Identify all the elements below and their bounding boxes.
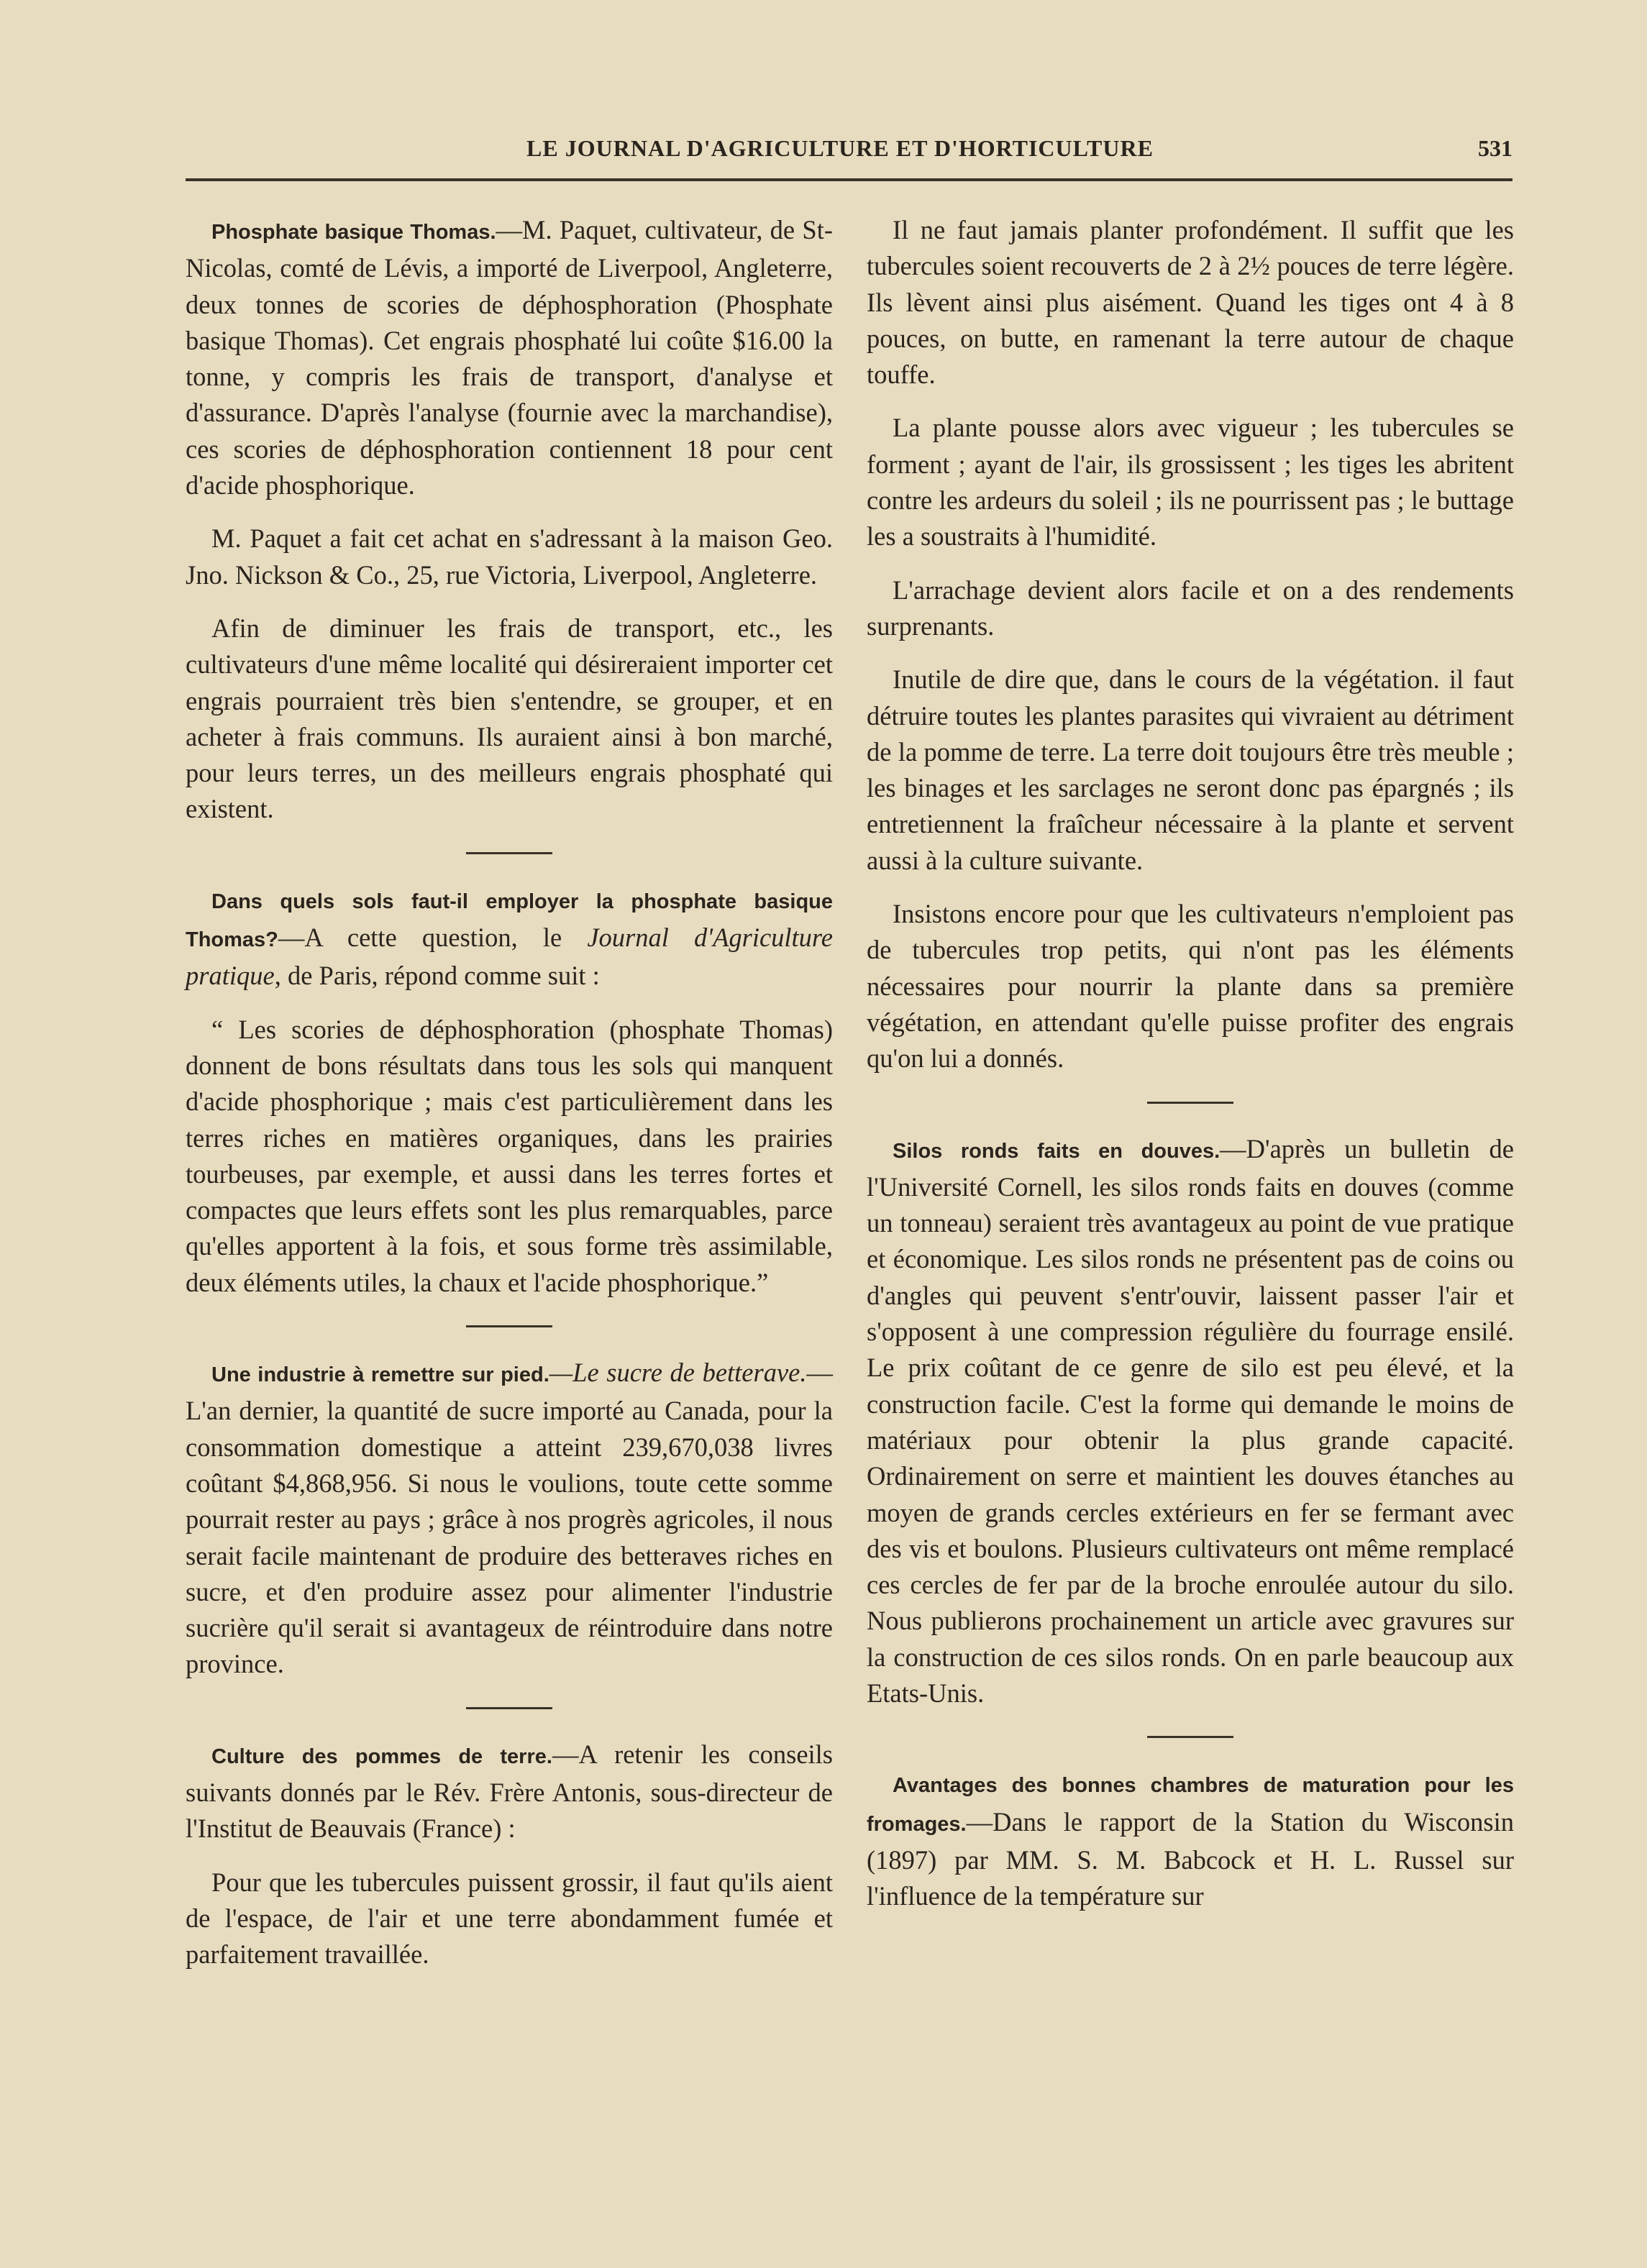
article-paragraph: Inutile de dire que, dans le cours de la végétation. il faut détruire toutes les plantes parasites qui vivraient au détriment de la pomme de terre. La terre doit toujours être très meuble ; les binages et les sarclages ne seront donc pas épargnés ; ils entretiennent la fraîcheur nécessaire à la plante et servent aussi à la culture suivante. (867, 664, 1514, 875)
article-body: —Dans le rapport de la Station du Wisconsin (1897) par MM. S. M. Babcock et H. L. Russel sur l'influence de la température sur (867, 1806, 1514, 1911)
article-paragraph: L'arrachage devient alors facile et on a des rendements surprenants. (867, 575, 1514, 641)
right-column (867, 212, 1514, 1931)
article-body: —D'après un bulletin de l'Université Cornell, les silos ronds faits en douves (comme un tonneau) seraient très avantageux au point de vue pratique et économique. Les silos ronds ne présentent pas de coins ou d'angles qui peuvent s'entr'ouvir, laissent passer l'air et s'opposent à une compression régulière du fourrage ensilé. Le prix coûtant de ce genre de silo est peu élevé, et la construction facile. C'est la forme qui demande le moins de matériaux pour obtenir la plus grande capacité. Ordinairement on serre et maintient les douves étanches au moyen de grands cercles extérieurs en fer se fermant avec des vis et boulons. Plusieurs cultivateurs ont même remplacé ces cercles de fer par de la broche enroulée autour du silo. Nous publierons prochainement un article avec gravures sur la construction de ces silos ronds. On en parle beaucoup aux Etats-Unis. (867, 1133, 1514, 1708)
article-body: —A retenir les conseils suivants donnés par le Rév. Frère Antonis, sous-directeur de l'Institut de Beauvais (France) : (186, 1739, 834, 1844)
left-column (186, 212, 833, 1990)
article-heading: Dans quels sols faut-il employer la phosphate basique Thomas? (186, 890, 833, 952)
section-divider (466, 852, 552, 854)
header-rule (186, 178, 1513, 181)
article-paragraph: Pour que les tubercules puissent grossir, il faut qu'ils aient de l'espace, de l'air et une terre abondamment fumée et parfaitement travaillée. (186, 1867, 833, 1970)
article-body: —L'an dernier, la quantité de sucre importé au Canada, pour la consommation domestique a atteint 239,670,038 livres coûtant $4,868,956. Si nous le voulions, toute cette somme pourrait rester au pays ; grâce à nos progrès agricoles, il nous serait facile maintenant de produire des betteraves riches en sucre, et d'en produire assez pour alimenter l'industrie sucrière qu'il serait si avantageux de réintroduire dans notre province. (186, 1358, 833, 1679)
article-paragraph: Insistons encore pour que les cultivateurs n'emploient pas de tubercules trop petits, qui n'ont pas les éléments nécessaires pour nourrir la plante dans sa première végétation, en attendant qu'elle puisse profiter des engrais qu'on lui a donnés. (867, 899, 1514, 1074)
article-heading: Avantages des bonnes chambres de maturation pour les fromages. (867, 1774, 1514, 1836)
section-divider (1147, 1102, 1233, 1104)
article-sugar-industry (186, 1355, 833, 1683)
article-heading: Culture des pommes de terre. (211, 1745, 552, 1768)
section-divider (466, 1325, 552, 1327)
article-body: —M. Paquet, cultivateur, de St-Nicolas, comté de Lévis, a importé de Liverpool, Angleterre, deux tonnes de scories de déphosphoration (Phosphate basique Thomas). Cet engrais phosphaté lui coûte $16.00 la tonne, y compris les frais de transport, d'analyse et d'assurance. D'après l'analyse (fournie avec la marchandise), ces scories de déphosphoration contiennent 18 pour cent d'acide phosphorique. (186, 215, 833, 500)
article-heading: Phosphate basique Thomas. (211, 221, 496, 244)
article-potato-culture (186, 1737, 833, 1847)
article-heading: Silos ronds faits en douves. (893, 1139, 1221, 1163)
article-quote: “ Les scories de déphosphoration (phosphate Thomas) donnent de bons résultats dans tous les sols qui manquent d'acide phosphorique ; mais c'est particulièrement dans les terres riches en matières organiques, dans les prairies tourbeuses, par exemple, et aussi dans les terres fortes et compactes que leurs effets sont les plus remarquables, parce qu'elles apportent à la fois, et sous forme très assimilable, deux éléments utiles, la chaux et l'acide phosphorique.” (186, 1014, 833, 1297)
section-divider (466, 1707, 552, 1709)
page-header (186, 135, 1513, 178)
article-paragraph: M. Paquet a fait cet achat en s'adressant à la maison Geo. Jno. Nickson & Co., 25, rue Victoria, Liverpool, Angleterre. (186, 523, 833, 590)
article-intro-end: , de Paris, répond comme suit : (274, 961, 600, 991)
page-number: 531 (1478, 135, 1513, 161)
article-subtitle: —Le sucre de betterave. (549, 1358, 807, 1388)
article-phosphate-intro (186, 212, 833, 503)
article-paragraph: Il ne faut jamais planter profondément. Il suffit que les tubercules soient recouverts de 2 à 2½ pouces de terre légère. Ils lèvent ainsi plus aisément. Quand les tiges ont 4 à 8 pouces, on butte, en ramenant la terre autour de chaque touffe. (867, 215, 1514, 390)
article-heading: Une industrie à remettre sur pied. (211, 1363, 549, 1387)
article-paragraph: Afin de diminuer les frais de transport, etc., les cultivateurs d'une même localité qui désireraient importer cet engrais pourraient très bien s'entendre, se grouper, et en acheter à frais communs. Ils auraient ainsi à bon marché, pour leurs terres, un des meilleurs engrais phosphaté qui existent. (186, 613, 833, 824)
article-round-silos (867, 1131, 1514, 1712)
running-title: LE JOURNAL D'AGRICULTURE ET D'HORTICULTURE (526, 135, 1154, 161)
article-phosphate-soils (186, 882, 833, 994)
article-cheese-rooms (867, 1765, 1514, 1914)
article-paragraph: La plante pousse alors avec vigueur ; les tubercules se forment ; ayant de l'air, ils grossissent ; les tiges les abritent contre les ardeurs du soleil ; ils ne pourrissent pas ; le buttage les a soustraits à l'humidité. (867, 413, 1514, 552)
journal-title: Journal d'Agriculture pratique (186, 923, 833, 991)
section-divider (1147, 1736, 1233, 1738)
article-intro: —A cette question, le (278, 923, 588, 953)
